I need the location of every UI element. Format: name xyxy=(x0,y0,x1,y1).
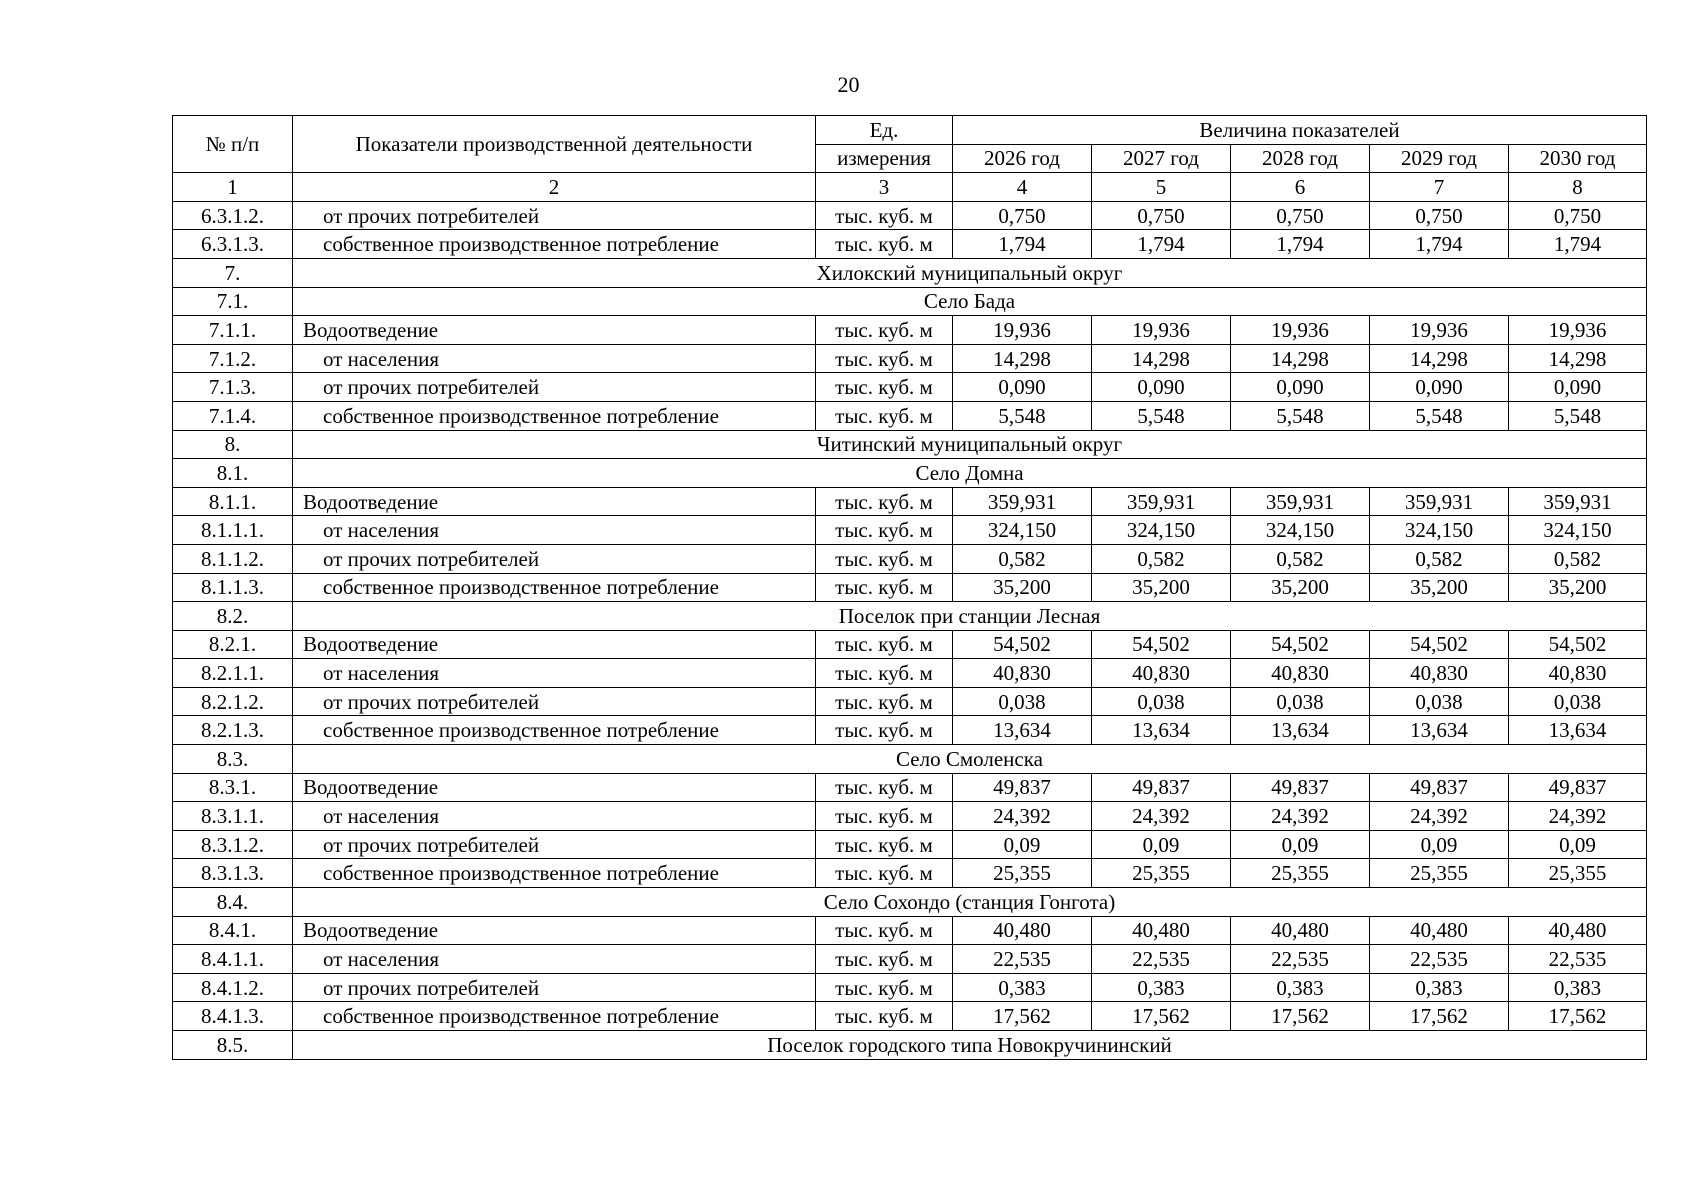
group-row xyxy=(173,888,1647,917)
value-cell: 35,200 xyxy=(1509,573,1647,602)
value-cell: 0,09 xyxy=(1509,830,1647,859)
table-row xyxy=(173,544,1647,573)
unit-cell: тыс. куб. м xyxy=(816,201,953,230)
row-number: 8.1. xyxy=(173,459,293,488)
indicator-name: от прочих потребителей xyxy=(293,544,816,573)
group-title: Село Сохондо (станция Гонгота) xyxy=(293,888,1647,917)
header-row-1 xyxy=(173,116,1647,145)
value-cell: 54,502 xyxy=(1231,630,1370,659)
value-cell: 0,090 xyxy=(1370,373,1509,402)
value-cell: 0,750 xyxy=(953,201,1092,230)
value-cell: 24,392 xyxy=(1092,802,1231,831)
value-cell: 54,502 xyxy=(1370,630,1509,659)
table-row xyxy=(173,687,1647,716)
row-number: 7.1.3. xyxy=(173,373,293,402)
indicator-name: собственное производственное потребление xyxy=(293,573,816,602)
unit-cell: тыс. куб. м xyxy=(816,830,953,859)
value-cell: 14,298 xyxy=(953,344,1092,373)
value-cell: 49,837 xyxy=(1092,773,1231,802)
group-row xyxy=(173,745,1647,774)
row-number: 8.3. xyxy=(173,745,293,774)
value-cell: 54,502 xyxy=(953,630,1092,659)
unit-cell: тыс. куб. м xyxy=(816,916,953,945)
value-cell: 0,038 xyxy=(953,687,1092,716)
group-title: Поселок при станции Лесная xyxy=(293,602,1647,631)
row-number: 6.3.1.3. xyxy=(173,230,293,259)
unit-cell: тыс. куб. м xyxy=(816,1002,953,1031)
value-cell: 19,936 xyxy=(953,316,1092,345)
group-title: Хилокский муниципальный округ xyxy=(293,258,1647,287)
value-cell: 35,200 xyxy=(1231,573,1370,602)
value-cell: 24,392 xyxy=(1370,802,1509,831)
table-row xyxy=(173,516,1647,545)
row-number: 8.4.1.2. xyxy=(173,973,293,1002)
row-number: 8.4. xyxy=(173,888,293,917)
value-cell: 40,830 xyxy=(953,659,1092,688)
unit-cell: тыс. куб. м xyxy=(816,773,953,802)
value-cell: 1,794 xyxy=(953,230,1092,259)
value-cell: 359,931 xyxy=(1509,487,1647,516)
value-cell: 0,582 xyxy=(1231,544,1370,573)
value-cell: 25,355 xyxy=(953,859,1092,888)
indicator-name: собственное производственное потребление xyxy=(293,401,816,430)
indicator-name: собственное производственное потребление xyxy=(293,859,816,888)
value-cell: 0,750 xyxy=(1509,201,1647,230)
value-cell: 24,392 xyxy=(1231,802,1370,831)
value-cell: 14,298 xyxy=(1509,344,1647,373)
value-cell: 49,837 xyxy=(1370,773,1509,802)
table-row xyxy=(173,1002,1647,1031)
value-cell: 13,634 xyxy=(1231,716,1370,745)
value-cell: 22,535 xyxy=(1231,945,1370,974)
unit-cell: тыс. куб. м xyxy=(816,859,953,888)
group-row xyxy=(173,459,1647,488)
value-cell: 35,200 xyxy=(953,573,1092,602)
column-number: 6 xyxy=(1231,173,1370,202)
indicator-name: Водоотведение xyxy=(293,487,816,516)
value-cell: 1,794 xyxy=(1092,230,1231,259)
unit-cell: тыс. куб. м xyxy=(816,659,953,688)
row-number: 8.3.1.3. xyxy=(173,859,293,888)
indicator-name: от прочих потребителей xyxy=(293,373,816,402)
value-cell: 40,830 xyxy=(1370,659,1509,688)
value-cell: 24,392 xyxy=(953,802,1092,831)
header-values-group: Величина показателей xyxy=(953,116,1647,145)
table-row xyxy=(173,487,1647,516)
value-cell: 35,200 xyxy=(1092,573,1231,602)
value-cell: 25,355 xyxy=(1509,859,1647,888)
row-number: 8.1.1.3. xyxy=(173,573,293,602)
value-cell: 0,383 xyxy=(1370,973,1509,1002)
indicator-name: от населения xyxy=(293,945,816,974)
group-row xyxy=(173,287,1647,316)
value-cell: 13,634 xyxy=(1370,716,1509,745)
row-number: 7.1.1. xyxy=(173,316,293,345)
group-title: Читинский муниципальный округ xyxy=(293,430,1647,459)
header-year: 2030 год xyxy=(1509,144,1647,173)
value-cell: 22,535 xyxy=(953,945,1092,974)
value-cell: 0,090 xyxy=(1092,373,1231,402)
table-row xyxy=(173,916,1647,945)
table-row xyxy=(173,573,1647,602)
table-row xyxy=(173,716,1647,745)
value-cell: 0,038 xyxy=(1370,687,1509,716)
value-cell: 22,535 xyxy=(1509,945,1647,974)
value-cell: 14,298 xyxy=(1231,344,1370,373)
value-cell: 19,936 xyxy=(1370,316,1509,345)
value-cell: 17,562 xyxy=(1370,1002,1509,1031)
value-cell: 40,480 xyxy=(1509,916,1647,945)
value-cell: 1,794 xyxy=(1370,230,1509,259)
value-cell: 5,548 xyxy=(953,401,1092,430)
table-row xyxy=(173,830,1647,859)
unit-cell: тыс. куб. м xyxy=(816,487,953,516)
value-cell: 5,548 xyxy=(1231,401,1370,430)
row-number: 8. xyxy=(173,430,293,459)
unit-cell: тыс. куб. м xyxy=(816,316,953,345)
table-row xyxy=(173,659,1647,688)
value-cell: 0,582 xyxy=(1092,544,1231,573)
unit-cell: тыс. куб. м xyxy=(816,630,953,659)
value-cell: 0,750 xyxy=(1370,201,1509,230)
indicator-name: от прочих потребителей xyxy=(293,201,816,230)
row-number: 8.2.1.3. xyxy=(173,716,293,745)
column-number: 2 xyxy=(293,173,816,202)
table-row xyxy=(173,401,1647,430)
unit-cell: тыс. куб. м xyxy=(816,544,953,573)
value-cell: 40,830 xyxy=(1092,659,1231,688)
row-number: 8.3.1.2. xyxy=(173,830,293,859)
row-number: 7. xyxy=(173,258,293,287)
page-number: 20 xyxy=(837,72,860,97)
table-row xyxy=(173,773,1647,802)
header-year: 2028 год xyxy=(1231,144,1370,173)
column-numbers-row xyxy=(173,173,1647,202)
header-indicator: Показатели производственной деятельности xyxy=(293,116,816,173)
value-cell: 324,150 xyxy=(1231,516,1370,545)
value-cell: 54,502 xyxy=(1509,630,1647,659)
value-cell: 19,936 xyxy=(1509,316,1647,345)
header-num: № п/п xyxy=(173,116,293,173)
unit-cell: тыс. куб. м xyxy=(816,945,953,974)
row-number: 6.3.1.2. xyxy=(173,201,293,230)
value-cell: 5,548 xyxy=(1509,401,1647,430)
table-row xyxy=(173,630,1647,659)
row-number: 7.1.4. xyxy=(173,401,293,430)
row-number: 7.1. xyxy=(173,287,293,316)
indicator-name: собственное производственное потребление xyxy=(293,230,816,259)
header-year: 2026 год xyxy=(953,144,1092,173)
value-cell: 17,562 xyxy=(1231,1002,1370,1031)
row-number: 7.1.2. xyxy=(173,344,293,373)
value-cell: 14,298 xyxy=(1370,344,1509,373)
table-row xyxy=(173,373,1647,402)
table-row xyxy=(173,344,1647,373)
value-cell: 0,09 xyxy=(1092,830,1231,859)
row-number: 8.2.1.2. xyxy=(173,687,293,716)
unit-cell: тыс. куб. м xyxy=(816,573,953,602)
value-cell: 49,837 xyxy=(1231,773,1370,802)
value-cell: 0,383 xyxy=(1509,973,1647,1002)
unit-cell: тыс. куб. м xyxy=(816,973,953,1002)
value-cell: 0,090 xyxy=(1231,373,1370,402)
indicator-name: собственное производственное потребление xyxy=(293,1002,816,1031)
indicator-name: от населения xyxy=(293,344,816,373)
table-row xyxy=(173,945,1647,974)
group-row xyxy=(173,258,1647,287)
row-number: 8.2.1.1. xyxy=(173,659,293,688)
value-cell: 0,750 xyxy=(1231,201,1370,230)
value-cell: 49,837 xyxy=(1509,773,1647,802)
value-cell: 40,830 xyxy=(1231,659,1370,688)
value-cell: 0,582 xyxy=(1509,544,1647,573)
value-cell: 0,038 xyxy=(1092,687,1231,716)
row-number: 8.3.1.1. xyxy=(173,802,293,831)
row-number: 8.4.1. xyxy=(173,916,293,945)
value-cell: 1,794 xyxy=(1509,230,1647,259)
indicator-name: Водоотведение xyxy=(293,773,816,802)
value-cell: 40,480 xyxy=(1231,916,1370,945)
indicator-name: Водоотведение xyxy=(293,316,816,345)
value-cell: 19,936 xyxy=(1231,316,1370,345)
value-cell: 0,383 xyxy=(1092,973,1231,1002)
row-number: 8.1.1.2. xyxy=(173,544,293,573)
column-number: 5 xyxy=(1092,173,1231,202)
value-cell: 35,200 xyxy=(1370,573,1509,602)
value-cell: 17,562 xyxy=(1509,1002,1647,1031)
header-year: 2029 год xyxy=(1370,144,1509,173)
group-title: Поселок городского типа Новокручининский xyxy=(293,1031,1647,1060)
table-row xyxy=(173,802,1647,831)
indicator-name: Водоотведение xyxy=(293,630,816,659)
header-unit-line1: Ед. xyxy=(816,116,953,145)
value-cell: 25,355 xyxy=(1092,859,1231,888)
value-cell: 19,936 xyxy=(1092,316,1231,345)
value-cell: 324,150 xyxy=(1092,516,1231,545)
value-cell: 0,038 xyxy=(1509,687,1647,716)
row-number: 8.2.1. xyxy=(173,630,293,659)
indicator-name: от прочих потребителей xyxy=(293,687,816,716)
indicator-name: от населения xyxy=(293,659,816,688)
unit-cell: тыс. куб. м xyxy=(816,516,953,545)
unit-cell: тыс. куб. м xyxy=(816,716,953,745)
indicator-name: Водоотведение xyxy=(293,916,816,945)
value-cell: 324,150 xyxy=(953,516,1092,545)
unit-cell: тыс. куб. м xyxy=(816,401,953,430)
row-number: 8.2. xyxy=(173,602,293,631)
value-cell: 17,562 xyxy=(953,1002,1092,1031)
value-cell: 0,090 xyxy=(1509,373,1647,402)
indicator-name: от прочих потребителей xyxy=(293,830,816,859)
unit-cell: тыс. куб. м xyxy=(816,344,953,373)
table-row xyxy=(173,859,1647,888)
value-cell: 359,931 xyxy=(1370,487,1509,516)
group-row xyxy=(173,430,1647,459)
value-cell: 40,480 xyxy=(1370,916,1509,945)
table-row xyxy=(173,201,1647,230)
value-cell: 0,383 xyxy=(953,973,1092,1002)
value-cell: 324,150 xyxy=(1509,516,1647,545)
group-title: Село Смоленска xyxy=(293,745,1647,774)
group-row xyxy=(173,1031,1647,1060)
row-number: 8.1.1.1. xyxy=(173,516,293,545)
value-cell: 22,535 xyxy=(1370,945,1509,974)
value-cell: 14,298 xyxy=(1092,344,1231,373)
row-number: 8.4.1.1. xyxy=(173,945,293,974)
value-cell: 0,038 xyxy=(1231,687,1370,716)
group-row xyxy=(173,602,1647,631)
indicator-name: от населения xyxy=(293,802,816,831)
column-number: 1 xyxy=(173,173,293,202)
value-cell: 0,582 xyxy=(953,544,1092,573)
unit-cell: тыс. куб. м xyxy=(816,802,953,831)
value-cell: 13,634 xyxy=(1509,716,1647,745)
value-cell: 25,355 xyxy=(1231,859,1370,888)
value-cell: 49,837 xyxy=(953,773,1092,802)
row-number: 8.5. xyxy=(173,1031,293,1060)
group-title: Село Бада xyxy=(293,287,1647,316)
value-cell: 0,090 xyxy=(953,373,1092,402)
value-cell: 5,548 xyxy=(1370,401,1509,430)
value-cell: 0,09 xyxy=(1231,830,1370,859)
header-year: 2027 год xyxy=(1092,144,1231,173)
value-cell: 0,09 xyxy=(953,830,1092,859)
row-number: 8.1.1. xyxy=(173,487,293,516)
value-cell: 54,502 xyxy=(1092,630,1231,659)
column-number: 3 xyxy=(816,173,953,202)
indicator-name: от населения xyxy=(293,516,816,545)
group-title: Село Домна xyxy=(293,459,1647,488)
unit-cell: тыс. куб. м xyxy=(816,373,953,402)
value-cell: 0,750 xyxy=(1092,201,1231,230)
value-cell: 25,355 xyxy=(1370,859,1509,888)
column-number: 4 xyxy=(953,173,1092,202)
value-cell: 24,392 xyxy=(1509,802,1647,831)
table-row xyxy=(173,973,1647,1002)
value-cell: 359,931 xyxy=(1092,487,1231,516)
column-number: 8 xyxy=(1509,173,1647,202)
value-cell: 13,634 xyxy=(1092,716,1231,745)
value-cell: 22,535 xyxy=(1092,945,1231,974)
row-number: 8.3.1. xyxy=(173,773,293,802)
unit-cell: тыс. куб. м xyxy=(816,230,953,259)
header-unit-line2: измерения xyxy=(816,144,953,173)
indicator-name: собственное производственное потребление xyxy=(293,716,816,745)
row-number: 8.4.1.3. xyxy=(173,1002,293,1031)
value-cell: 359,931 xyxy=(1231,487,1370,516)
value-cell: 13,634 xyxy=(953,716,1092,745)
unit-cell: тыс. куб. м xyxy=(816,687,953,716)
value-cell: 0,582 xyxy=(1370,544,1509,573)
value-cell: 0,383 xyxy=(1231,973,1370,1002)
indicators-table xyxy=(172,115,1647,1060)
column-number: 7 xyxy=(1370,173,1509,202)
value-cell: 324,150 xyxy=(1370,516,1509,545)
value-cell: 5,548 xyxy=(1092,401,1231,430)
table-row xyxy=(173,230,1647,259)
value-cell: 359,931 xyxy=(953,487,1092,516)
value-cell: 17,562 xyxy=(1092,1002,1231,1031)
value-cell: 40,480 xyxy=(1092,916,1231,945)
value-cell: 40,480 xyxy=(953,916,1092,945)
value-cell: 1,794 xyxy=(1231,230,1370,259)
indicator-name: от прочих потребителей xyxy=(293,973,816,1002)
value-cell: 0,09 xyxy=(1370,830,1509,859)
value-cell: 40,830 xyxy=(1509,659,1647,688)
table-row xyxy=(173,316,1647,345)
